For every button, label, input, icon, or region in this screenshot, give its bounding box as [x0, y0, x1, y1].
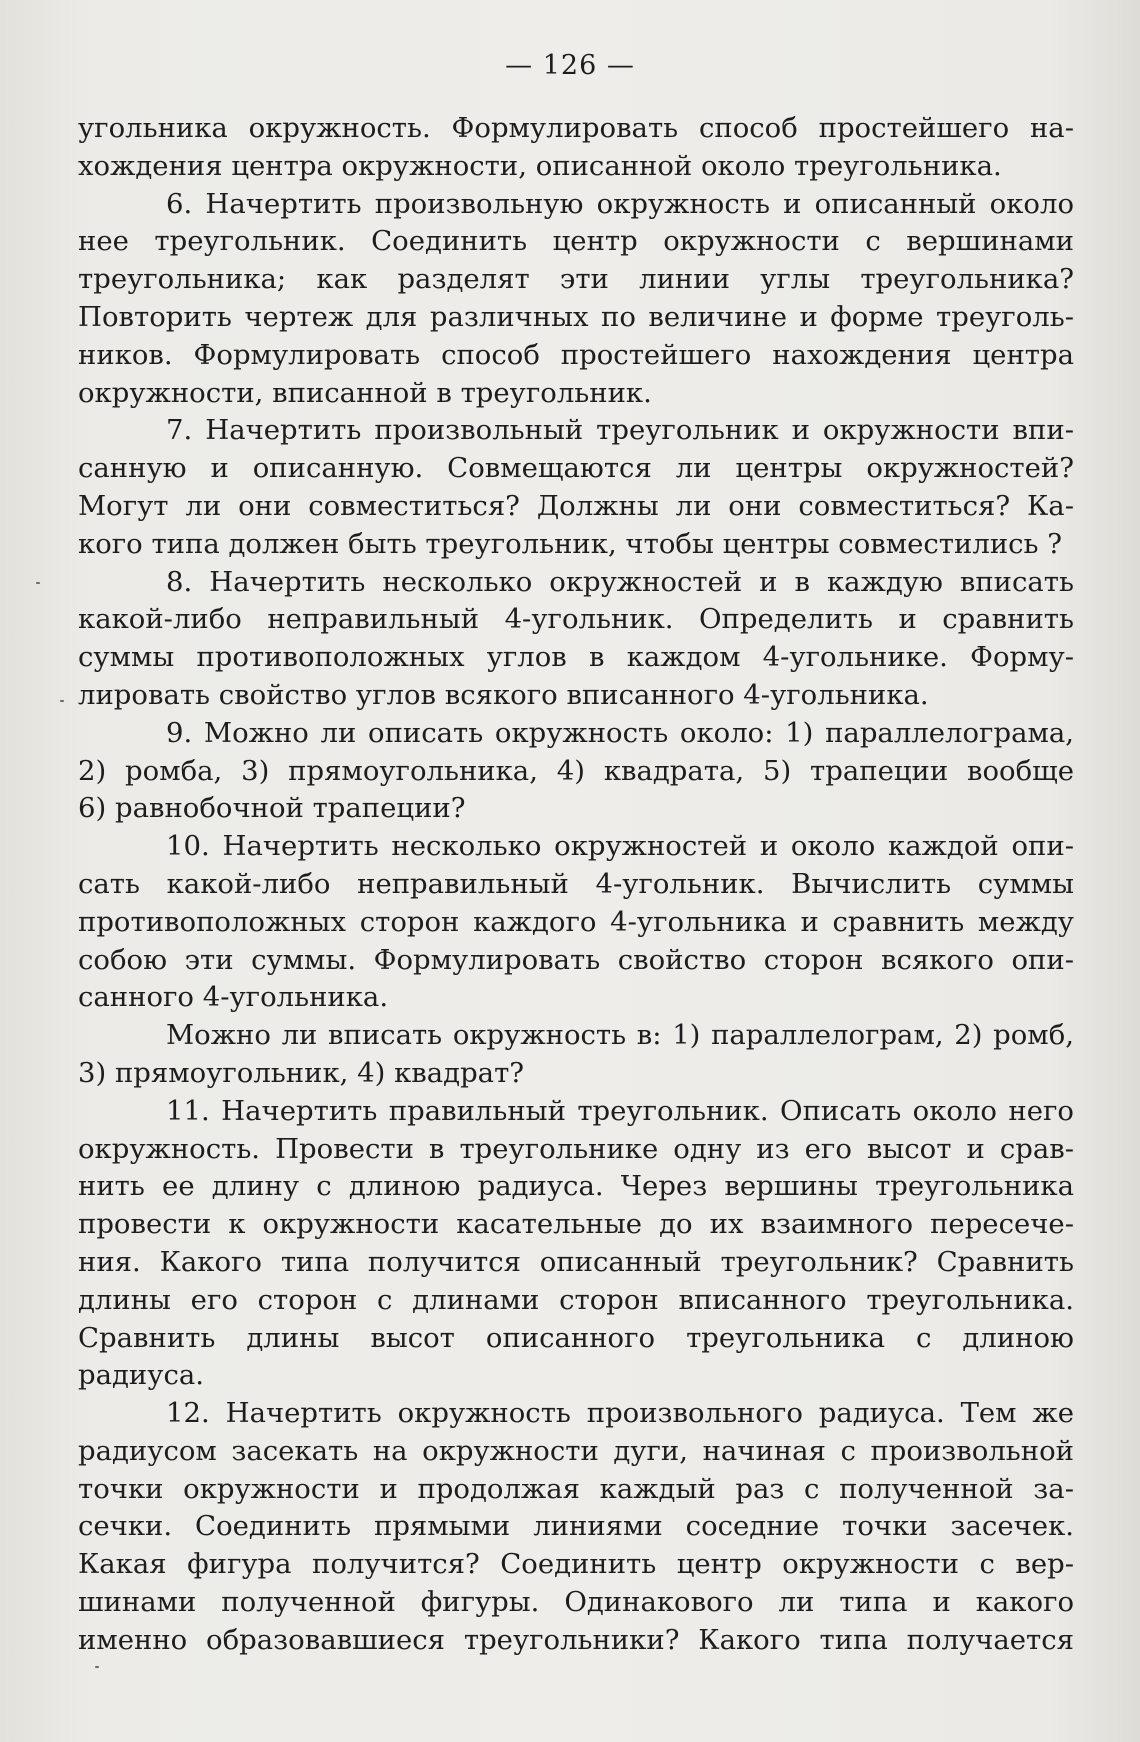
text-line: сечки. Соединить прямыми линиями соседние точки засечек.	[78, 1510, 1074, 1543]
text-line: нее треугольник. Соединить центр окружности с вершинами	[78, 225, 1074, 258]
text-line: Какая фигура получится? Соединить центр окружности с вер-	[78, 1548, 1074, 1581]
text-line: точки окружности и продолжая каждый раз с полученной за-	[78, 1472, 1074, 1505]
text-line: треугольника; как разделят эти линии углы треугольника?	[78, 263, 1074, 296]
text-line: собою эти суммы. Формулировать свойство сторон всякого опи-	[78, 943, 1074, 976]
text-line: Повторить чертеж для различных по величине и форме треуголь-	[78, 300, 1074, 333]
text-line: хождения центра окружности, описанной около треугольника.	[78, 149, 1002, 182]
text-line: противоположных сторон каждого 4-угольника и сравнить между	[78, 905, 1074, 938]
text-line: именно образовавшиеся треугольники? Какого типа получается	[78, 1623, 1074, 1656]
text-line: какой-либо неправильный 4-угольник. Определить и сравнить	[78, 603, 1074, 636]
text-line: радиусом засекать на окружности дуги, начиная с произвольной	[78, 1434, 1074, 1467]
text-line: ния. Какого типа получится описанный треугольник? Сравнить	[78, 1245, 1074, 1278]
text-line: 6. Начертить произвольную окружность и описанный около	[166, 187, 1074, 220]
text-line: 2) ромба, 3) прямоугольника, 4) квадрата, 5) трапеции вообще	[78, 754, 1074, 787]
text-line: 12. Начертить окружность произвольного радиуса. Тем же	[166, 1397, 1074, 1430]
print-speck	[60, 700, 64, 702]
text-line: 8. Начертить несколько окружностей и в каждую вписать	[166, 565, 1074, 598]
text-line: окружность. Провести в треугольнике одну из его высот и срав-	[78, 1132, 1074, 1165]
text-line: Могут ли они совместиться? Должны ли они совместиться? Ка-	[78, 489, 1074, 522]
text-line: ников. Формулировать способ простейшего нахождения центра	[78, 338, 1074, 371]
page-body-text	[78, 110, 1074, 1660]
page-number: — 126 —	[505, 50, 635, 81]
print-speck	[95, 1666, 99, 1668]
text-line: кого типа должен быть треугольник, чтобы центры совместились ?	[78, 527, 1063, 560]
text-line: 6) равнобочной трапеции?	[78, 792, 466, 825]
text-line: 11. Начертить правильный треугольник. Описать около него	[166, 1094, 1074, 1127]
print-speck	[36, 582, 40, 584]
text-line: 9. Можно ли описать окружность около: 1) параллелограма,	[166, 716, 1074, 749]
text-line: суммы противоположных углов в каждом 4-угольнике. Форму-	[78, 641, 1074, 674]
text-line: окружности, вписанной в треугольник.	[78, 376, 652, 409]
text-line: Сравнить длины высот описанного треугольника с длиною	[78, 1321, 1074, 1354]
text-line: 10. Начертить несколько окружностей и около каждой опи-	[166, 830, 1074, 863]
text-line: радиуса.	[78, 1359, 204, 1392]
text-line: шинами полученной фигуры. Одинакового ли типа и какого	[78, 1586, 1074, 1619]
text-line: 3) прямоугольник, 4) квадрат?	[78, 1056, 525, 1089]
text-line: угольника окружность. Формулировать способ простейшего на-	[78, 112, 1074, 144]
text-line: санную и описанную. Совмещаются ли центры окружностей?	[78, 452, 1074, 485]
text-line: провести к окружности касательные до их взаимного пересече-	[78, 1208, 1074, 1241]
text-line: сать какой-либо неправильный 4-угольник. Вычислить суммы	[78, 867, 1074, 900]
text-line: нить ее длину с длиною радиуса. Через вершины треугольника	[78, 1170, 1074, 1203]
text-line: Можно ли вписать окружность в: 1) параллелограм, 2) ромб,	[166, 1019, 1074, 1052]
text-line: 7. Начертить произвольный треугольник и окружности впи-	[166, 414, 1074, 447]
text-line: санного 4-угольника.	[78, 981, 389, 1014]
text-line: длины его сторон с длинами сторон вписанного треугольника.	[78, 1283, 1074, 1316]
text-line: лировать свойство углов всякого вписанного 4-угольника.	[78, 678, 929, 711]
